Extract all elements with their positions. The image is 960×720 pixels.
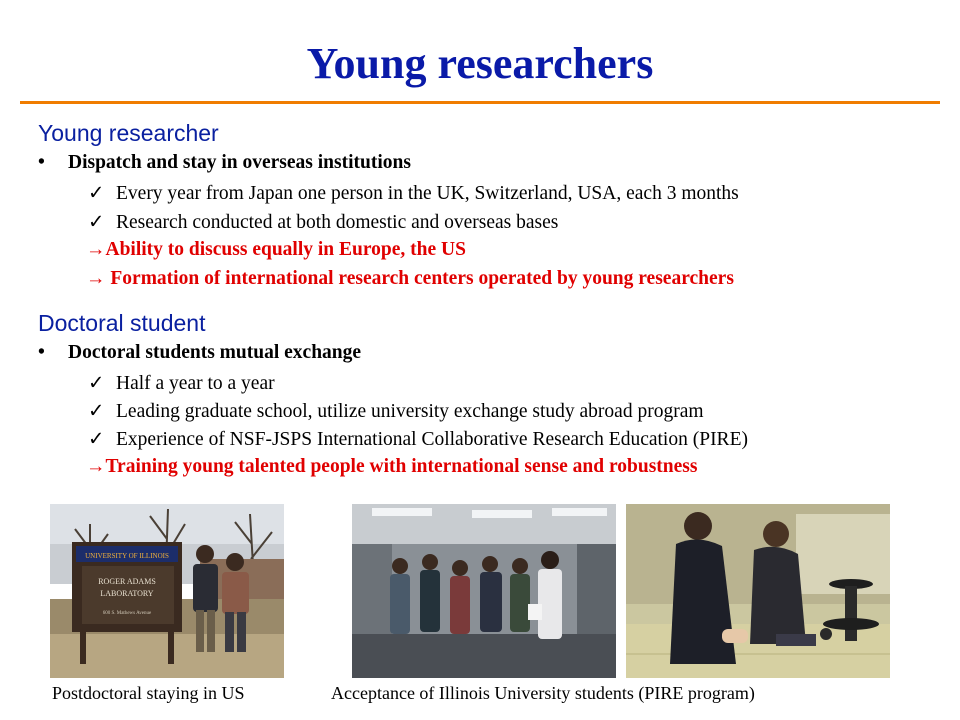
checkmark-icon: ✓ xyxy=(88,401,105,422)
section-heading-young-researcher: Young researcher xyxy=(38,120,219,146)
check-item xyxy=(88,399,704,423)
checkmark-icon: ✓ xyxy=(88,429,105,450)
photo-postdoc-illinois xyxy=(50,504,284,678)
check-item xyxy=(88,181,739,205)
bullet-text: Doctoral students mutual exchange xyxy=(68,342,362,363)
check-text: Experience of NSF-JSPS International Collaborative Research Education (PIRE) xyxy=(116,429,748,450)
photo-illustration xyxy=(626,504,890,678)
caption-left-photo: Postdoctoral staying in US xyxy=(52,683,245,703)
bullet-item xyxy=(38,152,411,174)
sign-line-1: ROGER ADAMS xyxy=(98,577,156,586)
check-text: Leading graduate school, utilize university exchange study abroad program xyxy=(116,401,704,422)
outcome-text: →Training young talented people with international sense and robustness xyxy=(86,456,698,477)
bullet-icon: • xyxy=(38,342,45,363)
photo-illustration xyxy=(50,504,284,678)
bullet-item xyxy=(38,342,361,364)
check-text: Half a year to a year xyxy=(116,373,275,394)
checkmark-icon: ✓ xyxy=(88,212,105,233)
sign-address: 600 S. Mathews Avenue xyxy=(102,611,152,616)
title-divider xyxy=(20,101,940,104)
check-item xyxy=(88,210,558,234)
check-text: Research conducted at both domestic and overseas bases xyxy=(116,212,559,233)
slide-title: Young researchers xyxy=(306,39,654,88)
sign-line-2: LABORATORY xyxy=(100,589,154,598)
checkmark-icon: ✓ xyxy=(88,373,105,394)
check-item xyxy=(88,427,748,451)
bullet-icon: • xyxy=(38,152,45,173)
bullet-text: Dispatch and stay in overseas institutions xyxy=(68,152,411,173)
check-item xyxy=(88,371,275,395)
photo-illinois-students-lab xyxy=(352,504,616,678)
checkmark-icon: ✓ xyxy=(88,183,105,204)
photo-illustration xyxy=(352,504,616,678)
outcome-text: →Ability to discuss equally in Europe, the US xyxy=(86,239,466,260)
photo-tea-ceremony xyxy=(626,504,890,678)
sign-top-text: UNIVERSITY OF ILLINOIS xyxy=(85,552,169,560)
section-heading-doctoral-student: Doctoral student xyxy=(38,310,206,336)
outcome-text: → Formation of international research centers operated by young researchers xyxy=(86,268,734,289)
caption-right-photos: Acceptance of Illinois University students (PIRE program) xyxy=(331,683,755,703)
check-text: Every year from Japan one person in the UK, Switzerland, USA, each 3 months xyxy=(116,183,739,204)
